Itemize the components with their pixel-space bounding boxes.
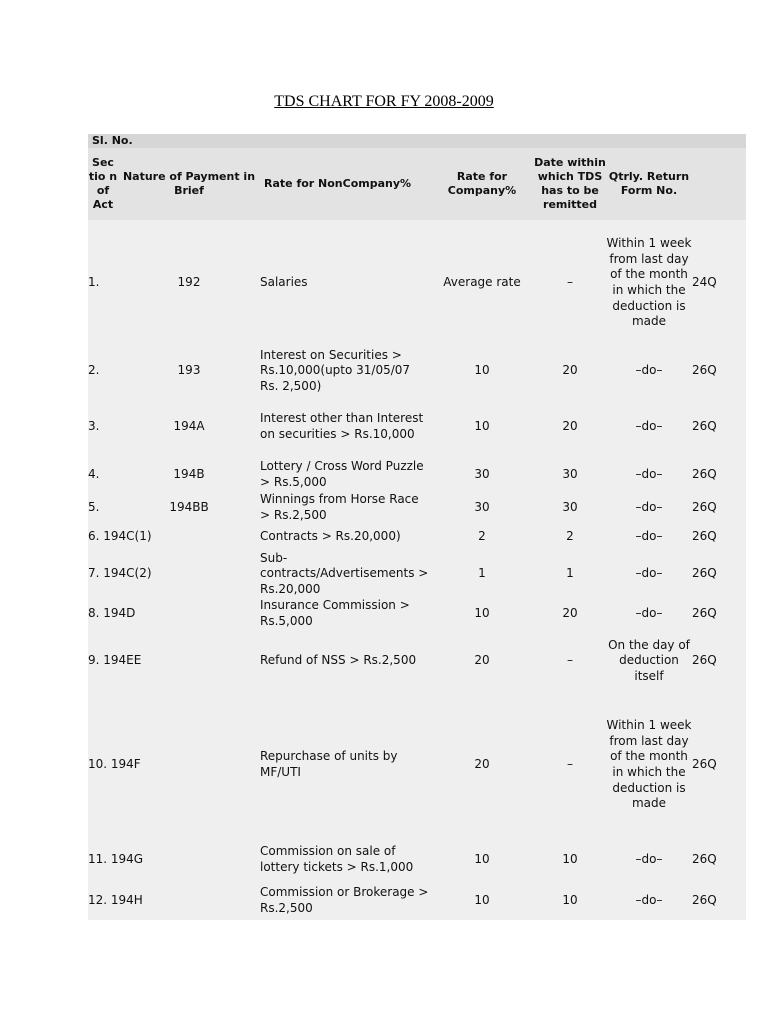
row-section: 194B bbox=[173, 467, 205, 482]
row-date-within: On the day of deduction itself bbox=[608, 637, 690, 683]
row-rate-noncompany: 2 bbox=[478, 529, 486, 544]
header-row bbox=[88, 148, 746, 220]
table-row bbox=[88, 492, 746, 524]
row-nature: Commission on sale of lottery tickets > Rs.1,000 bbox=[260, 844, 414, 874]
row-date-within: –do– bbox=[635, 606, 663, 621]
row-form-no: 26Q bbox=[692, 757, 717, 772]
header-rate-noncompany: Rate for NonCompany% bbox=[260, 148, 430, 220]
header-rate-company: Rate for Company% bbox=[430, 148, 534, 220]
row-nature: Interest on Securities > Rs.10,000(upto 31/05/07 Rs. 2,500) bbox=[260, 347, 411, 393]
row-rate-company: – bbox=[567, 275, 573, 290]
row-form-no: 26Q bbox=[692, 653, 717, 668]
row-rate-company: 10 bbox=[562, 893, 578, 908]
row-rate-noncompany: Average rate bbox=[443, 275, 521, 290]
row-sl-no: 3. bbox=[88, 419, 100, 434]
table-row bbox=[88, 524, 746, 550]
header-section: Sec tio n of Act bbox=[88, 148, 118, 220]
row-rate-company: 1 bbox=[566, 566, 574, 581]
row-rate-noncompany: 10 bbox=[474, 606, 490, 621]
row-form-no: 26Q bbox=[692, 566, 717, 581]
row-date-within: –do– bbox=[635, 893, 663, 908]
row-rate-noncompany: 10 bbox=[474, 363, 490, 378]
row-sl-no: 5. bbox=[88, 500, 100, 515]
row-date-within: –do– bbox=[635, 529, 663, 544]
row-nature: Refund of NSS > Rs.2,500 bbox=[260, 653, 417, 668]
row-date-within: –do– bbox=[635, 500, 663, 515]
row-nature: Insurance Commission > Rs.5,000 bbox=[260, 598, 410, 628]
row-form-no: 26Q bbox=[692, 500, 717, 515]
row-rate-noncompany: 20 bbox=[474, 757, 490, 772]
row-rate-company: 30 bbox=[562, 500, 578, 515]
header-qtrly-form: Qtrly. Return Form No. bbox=[606, 148, 692, 220]
row-sl-section: 9. 194EE bbox=[88, 653, 142, 668]
table-row bbox=[88, 598, 746, 630]
page-title: TDS CHART FOR FY 2008-2009 bbox=[274, 93, 494, 110]
row-sl-section: 11. 194G bbox=[88, 852, 144, 867]
row-form-no: 26Q bbox=[692, 529, 717, 544]
header-date-within: Date within which TDS has to be remitted bbox=[534, 148, 606, 220]
row-nature: Salaries bbox=[260, 275, 308, 290]
table-row bbox=[88, 550, 746, 598]
row-rate-noncompany: 1 bbox=[478, 566, 486, 581]
row-rate-company: 30 bbox=[562, 467, 578, 482]
table-row bbox=[88, 220, 746, 346]
row-form-no: 26Q bbox=[692, 419, 717, 434]
row-sl-no: 4. bbox=[88, 467, 100, 482]
row-nature: Contracts > Rs.20,000) bbox=[260, 529, 401, 544]
table-body bbox=[88, 220, 746, 920]
row-date-within: Within 1 week from last day of the month in which the deduction is made bbox=[606, 236, 692, 329]
row-nature: Interest other than Interest on securities > Rs.10,000 bbox=[260, 411, 424, 441]
row-rate-company: 2 bbox=[566, 529, 574, 544]
row-rate-company: – bbox=[567, 757, 573, 772]
row-date-within: Within 1 week from last day of the month in which the deduction is made bbox=[606, 718, 692, 811]
row-nature: Winnings from Horse Race > Rs.2,500 bbox=[260, 492, 419, 522]
row-form-no: 26Q bbox=[692, 363, 717, 378]
row-sl-section: 12. 194H bbox=[88, 893, 143, 908]
row-rate-noncompany: 10 bbox=[474, 419, 490, 434]
row-date-within: –do– bbox=[635, 852, 663, 867]
header-nature: Nature of Payment in Brief bbox=[118, 148, 260, 220]
header-row-slno bbox=[88, 134, 746, 148]
row-sl-no: 2. bbox=[88, 363, 100, 378]
tds-table bbox=[88, 134, 746, 920]
row-rate-noncompany: 30 bbox=[474, 500, 490, 515]
row-rate-company: – bbox=[567, 653, 573, 668]
row-rate-noncompany: 30 bbox=[474, 467, 490, 482]
row-nature: Repurchase of units by MF/UTI bbox=[260, 749, 398, 779]
header-empty bbox=[692, 148, 746, 220]
header-slno: Sl. No. bbox=[88, 134, 746, 148]
table-row bbox=[88, 458, 746, 492]
row-form-no: 26Q bbox=[692, 467, 717, 482]
row-nature: Commission or Brokerage > Rs.2,500 bbox=[260, 885, 429, 915]
row-rate-company: 20 bbox=[562, 363, 578, 378]
row-rate-company: 20 bbox=[562, 419, 578, 434]
table-row bbox=[88, 838, 746, 882]
table-row bbox=[88, 346, 746, 396]
row-section: 194A bbox=[173, 419, 205, 434]
row-nature: Lottery / Cross Word Puzzle > Rs.5,000 bbox=[260, 459, 424, 489]
table-row bbox=[88, 882, 746, 920]
row-sl-section: 6. 194C(1) bbox=[88, 529, 152, 544]
table-row bbox=[88, 630, 746, 692]
row-sl-section: 7. 194C(2) bbox=[88, 566, 152, 581]
row-date-within: –do– bbox=[635, 467, 663, 482]
row-section: 192 bbox=[177, 275, 201, 290]
row-sl-no: 1. bbox=[88, 275, 100, 290]
row-sl-section: 8. 194D bbox=[88, 606, 136, 621]
row-rate-company: 10 bbox=[562, 852, 578, 867]
row-section: 193 bbox=[177, 363, 201, 378]
row-date-within: –do– bbox=[635, 566, 663, 581]
table-row bbox=[88, 396, 746, 458]
row-rate-noncompany: 20 bbox=[474, 653, 490, 668]
row-sl-section: 10. 194F bbox=[88, 757, 141, 772]
row-rate-company: 20 bbox=[562, 606, 578, 621]
row-date-within: –do– bbox=[635, 419, 663, 434]
row-form-no: 26Q bbox=[692, 893, 717, 908]
row-form-no: 26Q bbox=[692, 852, 717, 867]
row-rate-noncompany: 10 bbox=[474, 893, 490, 908]
row-date-within: –do– bbox=[635, 363, 663, 378]
row-form-no: 24Q bbox=[692, 275, 717, 290]
row-form-no: 26Q bbox=[692, 606, 717, 621]
row-nature: Sub-contracts/Advertisements > Rs.20,000 bbox=[260, 550, 429, 596]
row-section: 194BB bbox=[169, 500, 209, 515]
row-rate-noncompany: 10 bbox=[474, 852, 490, 867]
table-row bbox=[88, 692, 746, 838]
